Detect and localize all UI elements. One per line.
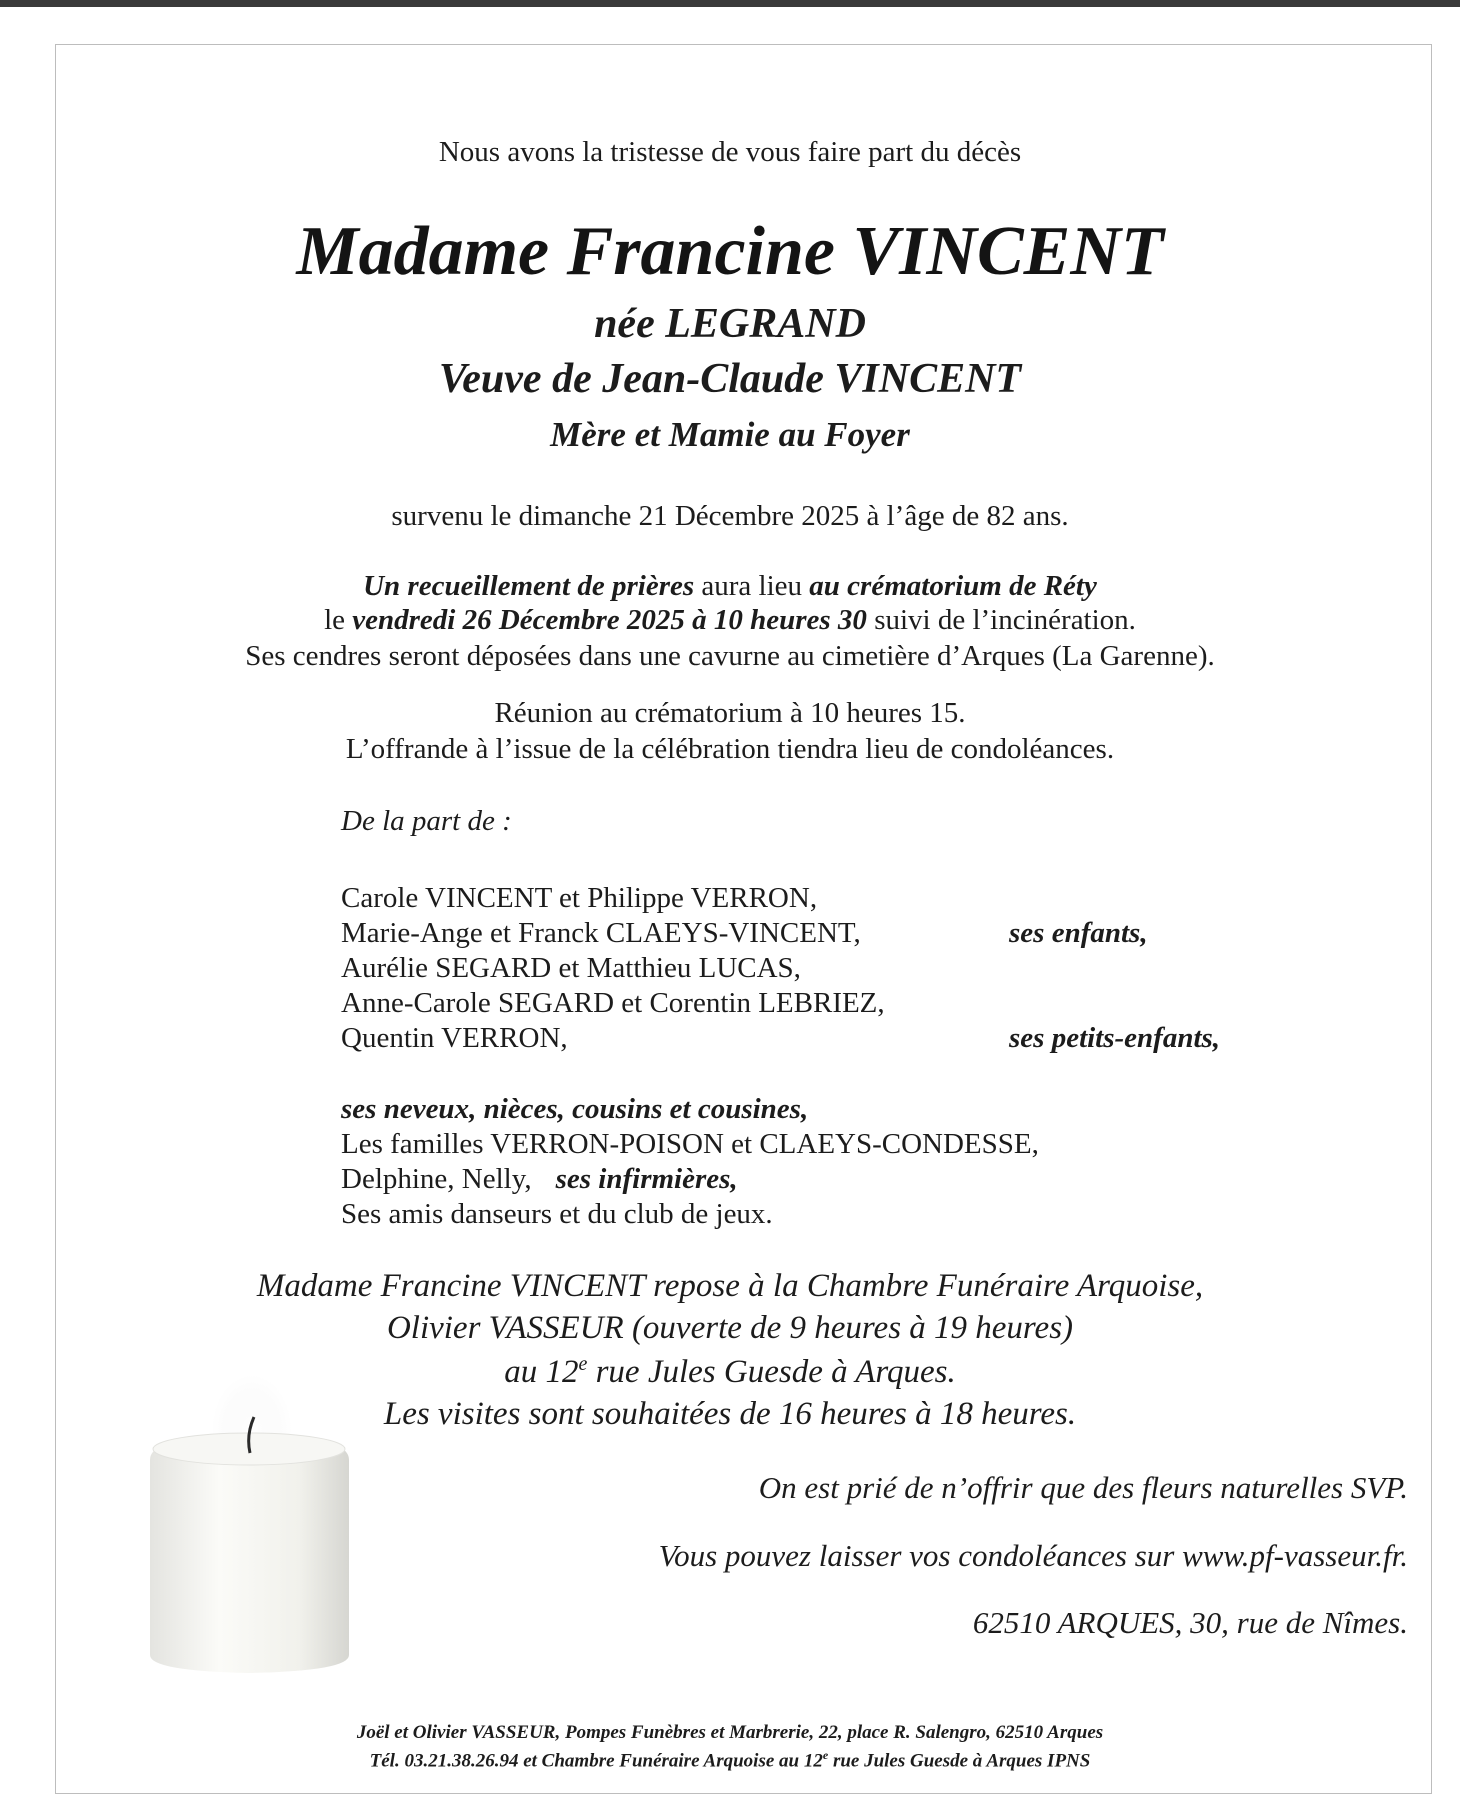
relatives-line: ses neveux, nièces, cousins et cousines, [341,1093,809,1125]
footer-line-2: Tél. 03.21.38.26.94 et Chambre Funéraire Arquoise au 12e rue Jules Guesde à Arques IPNS [369,1748,1091,1772]
flowers-note: On est prié de n’offrir que des fleurs naturelles SVP. [758,1470,1408,1505]
scan-edge [0,0,1460,7]
deceased-name: Madame Francine VINCENT [296,213,1164,290]
from-label: De la part de : [341,805,512,837]
meeting-time: Réunion au crématorium à 10 heures 15. [494,697,966,729]
ceremony-line-2: le vendredi 26 Décembre 2025 à 10 heures 30 suivi de l’incinération. [324,604,1136,636]
footer-line-1: Joël et Olivier VASSEUR, Pompes Funèbres et Marbrerie, 22, place R. Salengro, 62510 Arques [356,1722,1104,1743]
repose-line-1: Madame Francine VINCENT repose à la Chambre Funéraire Arquoise, [256,1268,1204,1304]
funeral-home-address: 62510 ARQUES, 30, rue de Nîmes. [972,1605,1408,1640]
intro-text: Nous avons la tristesse de vous faire part du décès [438,136,1022,168]
repose-line-2: Olivier VASSEUR (ouverte de 9 heures à 19 heures) [386,1310,1074,1346]
condolences-note: Vous pouvez laisser vos condoléances sur www.pf-vasseur.fr. [658,1538,1408,1573]
offering-note: L’offrande à l’issue de la célébration tiendra lieu de condoléances. [345,733,1115,765]
nurses-line: Delphine, Nelly, ses infirmières, [341,1163,738,1195]
family-line: Carole VINCENT et Philippe VERRON, [341,882,818,914]
ceremony-line-1: Un recueillement de prières aura lieu au crématorium de Réty [363,570,1097,602]
death-date: survenu le dimanche 21 Décembre 2025 à l’âge de 82 ans. [391,500,1069,532]
grandchildren-role: ses petits-enfants, [1009,1022,1221,1054]
ceremony-line-3: Ses cendres seront déposées dans une cavurne au cimetière d’Arques (La Garenne). [245,640,1215,672]
families-line: Les familles VERRON-POISON et CLAEYS-CONDESSE, [341,1128,1039,1160]
family-line: Marie-Ange et Franck CLAEYS-VINCENT, [341,917,861,949]
repose-line-4: Les visites sont souhaitées de 16 heures à 18 heures. [383,1396,1077,1432]
family-line: Anne-Carole SEGARD et Corentin LEBRIEZ, [341,987,885,1019]
role-title: Mère et Mamie au Foyer [550,415,910,454]
family-line: Quentin VERRON, [341,1022,568,1054]
maiden-name: née LEGRAND [594,301,866,347]
widow-of: Veuve de Jean-Claude VINCENT [438,356,1022,402]
candle-image [142,1375,357,1675]
friends-line: Ses amis danseurs et du club de jeux. [341,1198,773,1230]
children-role: ses enfants, [1009,917,1148,949]
repose-line-3: au 12e rue Jules Guesde à Arques. [504,1353,956,1390]
family-line: Aurélie SEGARD et Matthieu LUCAS, [341,952,801,984]
